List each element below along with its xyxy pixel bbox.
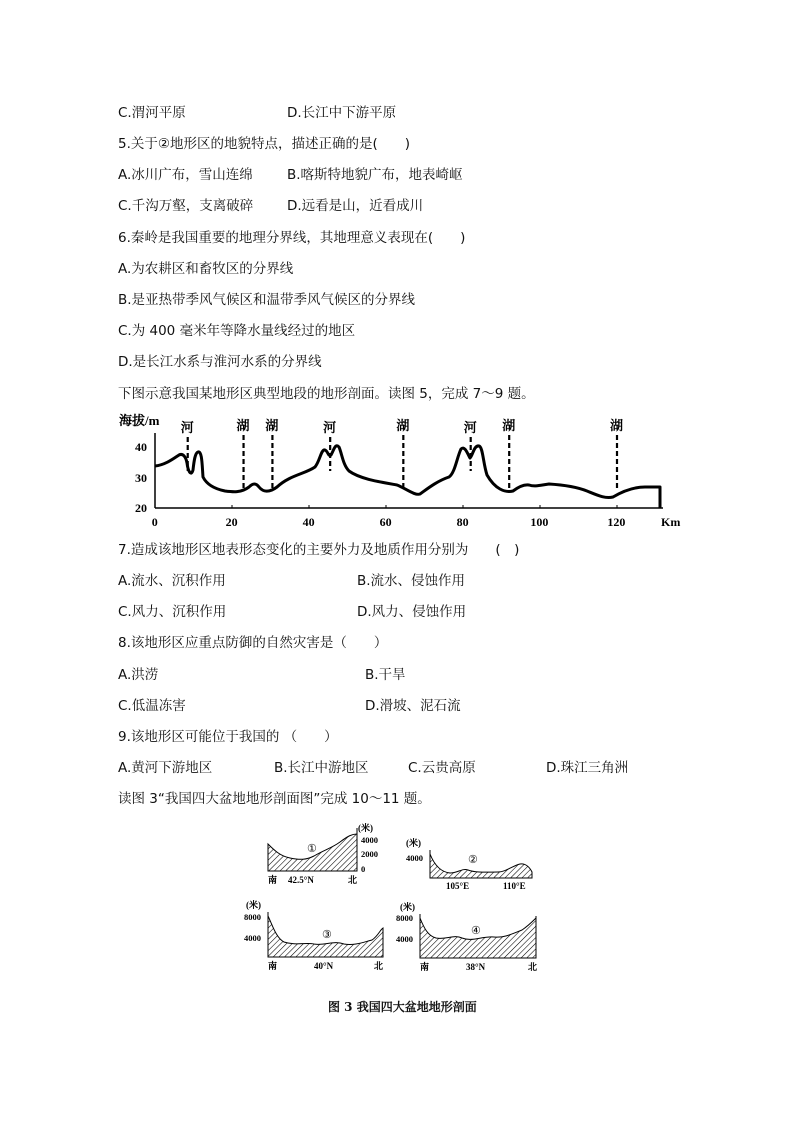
q7-option-d: D.风力、侵蚀作用 [357,604,467,620]
basin4-north: 北 [528,962,538,972]
q5-option-a: A.冰川广布，雪山连绵 [118,167,253,183]
profile-river-label: 河 [323,420,337,435]
profile-xtick-label: 120 [607,515,626,529]
q9-stem: 9.该地形区可能位于我国的 （ ） [118,729,338,745]
basin3-tick-8000: 8000 [244,912,261,922]
profile-xtick-label: 20 [225,515,238,529]
q5-option-c: C.千沟万壑，支离破碎 [118,198,254,214]
profile-river-label: 河 [463,420,477,435]
profile-lake-label: 湖 [610,418,624,433]
profile-xtick-label: 0 [151,515,158,529]
q8-option-a: A.洪涝 [118,667,159,683]
q6-stem: 6.秦岭是我国重要的地理分界线，其地理意义表现在( ) [118,230,466,246]
figure3-caption: 图 3 我国四大盆地地形剖面 [328,1000,477,1014]
profile-ytick-30: 30 [135,471,147,485]
basin1-tick-0: 0 [361,864,366,874]
basin-1-profile [268,822,378,885]
basin-3-profile [244,899,383,971]
basin3-unit: (米) [246,900,261,910]
profile-xunit: Km [661,515,681,529]
profile-xtick-label: 60 [379,515,392,529]
basin1-lat: 42.5°N [288,875,314,885]
q7-stem: 7.造成该地形区地表形态变化的主要外力及地质作用分别为 ( ) [118,542,520,558]
profile-xtick-label: 100 [530,515,549,529]
q8-stem: 8.该地形区应重点防御的自然灾害是（ ） [118,635,388,651]
figure3-basin-profiles [240,820,560,990]
q9-option-a: A.黄河下游地区 [118,760,213,776]
basin2-lon2: 110°E [503,881,526,891]
q5-option-d: D.远看是山，近看成川 [287,198,424,214]
q9-option-c: C.云贵高原 [408,760,476,776]
basin4-lat: 38°N [466,962,486,972]
basin4-tick-8000: 8000 [396,913,413,923]
profile-lake-label: 湖 [396,418,410,433]
q6-option-a: A.为农耕区和畜牧区的分界线 [118,261,294,277]
profile-ylabel: 海拔/m [119,413,160,428]
basin1-num: ① [307,843,317,855]
profile-river-label: 河 [180,420,194,435]
profile-ytick-40: 40 [135,440,147,454]
basin2-num: ② [468,854,478,866]
basin3-lat: 40°N [314,961,334,971]
basin1-south: 南 [268,875,278,885]
basin4-tick-4000: 4000 [396,934,413,944]
basin4-south: 南 [420,962,430,972]
q8-option-d: D.滑坡、泥石流 [365,698,461,714]
figure5-terrain-profile [115,405,695,535]
q6-option-b: B.是亚热带季风气候区和温带季风气候区的分界线 [118,292,416,308]
basin1-tick-2000: 2000 [361,849,378,859]
basin3-num: ③ [322,929,332,941]
q7-option-a: A.流水、沉积作用 [118,573,226,589]
profile-lake-label: 湖 [502,418,516,433]
q8-option-b: B.干旱 [365,667,406,683]
q6-option-c: C.为 400 毫米年等降水量线经过的地区 [118,323,356,339]
figure5-intro: 下图示意我国某地形区典型地段的地形剖面。读图 5，完成 7～9 题。 [118,386,535,402]
basin2-tick-4000: 4000 [406,853,423,863]
basin4-unit: (米) [400,902,415,912]
q4-option-d: D.长江中下游平原 [287,105,397,121]
profile-lake-label: 湖 [236,418,250,433]
q7-option-b: B.流水、侵蚀作用 [357,573,466,589]
q5-option-b: B.喀斯特地貌广布，地表崎岖 [287,167,463,183]
basin-4-profile [396,901,537,972]
basin3-north: 北 [374,961,384,971]
basin1-tick-4000: 4000 [361,835,378,845]
profile-lake-label: 湖 [265,418,279,433]
q4-option-c: C.渭河平原 [118,105,186,121]
basin1-unit: (米) [358,823,373,833]
q7-option-c: C.风力、沉积作用 [118,604,227,620]
figure3-intro: 读图 3“我国四大盆地地形剖面图”完成 10～11 题。 [118,791,431,807]
q5-stem: 5.关于②地形区的地貌特点，描述正确的是( ) [118,136,411,152]
profile-xtick-label: 80 [456,515,469,529]
basin-2-profile [406,837,532,891]
profile-xtick-label: 40 [302,515,315,529]
basin3-tick-4000: 4000 [244,933,261,943]
q9-option-b: B.长江中游地区 [274,760,369,776]
q6-option-d: D.是长江水系与淮河水系的分界线 [118,354,322,370]
profile-ytick-20: 20 [135,501,147,515]
basin1-north: 北 [348,875,358,885]
q9-option-d: D.珠江三角洲 [546,760,629,776]
basin3-south: 南 [268,961,278,971]
basin4-num: ④ [471,925,481,937]
basin2-unit: (米) [406,838,421,848]
basin2-lon1: 105°E [446,881,470,891]
q8-option-c: C.低温冻害 [118,698,186,714]
profile-terrain-line [155,446,660,508]
